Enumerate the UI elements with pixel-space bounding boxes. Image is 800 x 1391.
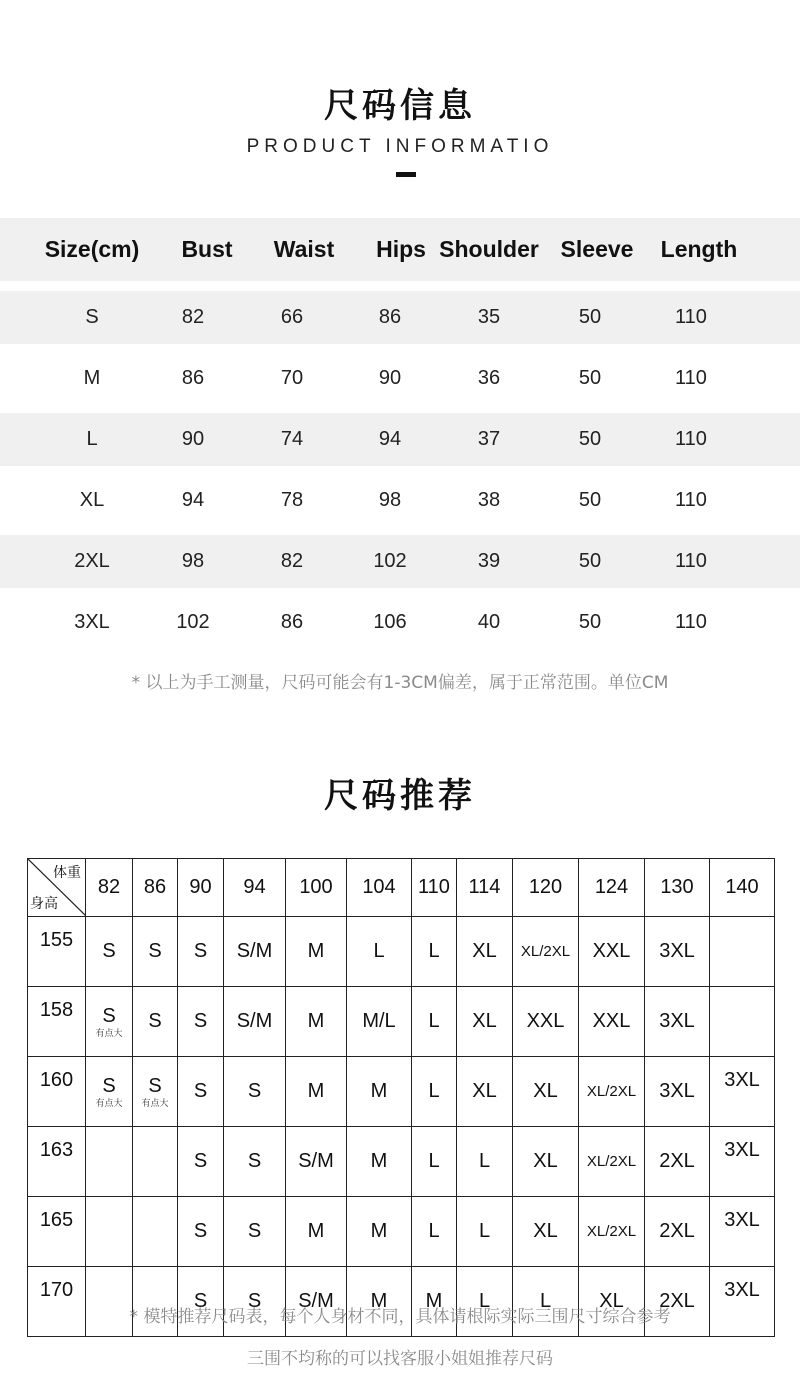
size-recommendation-cell: S	[224, 1057, 286, 1127]
size-value: S	[148, 1074, 162, 1097]
size-cell-waist: 74	[280, 428, 304, 450]
size-recommendation-cell: 3XL	[645, 1057, 710, 1127]
size-recommendation-cell: M/L	[347, 987, 412, 1057]
size-recommendation-cell: 3XL	[710, 1267, 775, 1337]
size-cell-length: 110	[675, 611, 707, 633]
size-cell-hips: 102	[373, 550, 407, 572]
weight-header: 94	[224, 859, 286, 917]
corner-height-label: 身高	[30, 896, 58, 912]
size-recommendation-cell: M	[286, 1197, 347, 1267]
size-recommendation-cell: XXL	[579, 987, 645, 1057]
size-recommendation-cell: XL	[513, 1127, 579, 1197]
size-recommendation-cell: S	[86, 917, 133, 987]
height-label: 170	[28, 1267, 86, 1337]
size-recommendation-cell: L	[347, 917, 412, 987]
size-cell-sleeve: 50	[578, 306, 602, 328]
size-recommendation-cell: S	[178, 1267, 224, 1337]
height-row	[28, 917, 775, 987]
size-recommendation-cell: XL	[457, 917, 513, 987]
size-recommendation-cell: XL/2XL	[579, 1127, 645, 1197]
size-recommendation-cell: S/M	[224, 987, 286, 1057]
corner-cell	[28, 859, 86, 917]
size-cell-length: 110	[675, 489, 707, 511]
size-cell-size: M	[83, 367, 101, 389]
header-shoulder: Shoulder	[439, 236, 539, 262]
size-cell-hips: 86	[378, 306, 402, 328]
size-row	[0, 291, 800, 344]
size-row	[0, 352, 800, 405]
size-recommendation-cell: XL	[579, 1267, 645, 1337]
size-cell-bust: 98	[181, 550, 205, 572]
size-cell-shoulder: 39	[477, 550, 501, 572]
size-recommendation-cell: M	[286, 1057, 347, 1127]
size-recommendation-cell	[86, 987, 133, 1057]
header-bust: Bust	[181, 236, 233, 262]
size-recommendation-cell: S	[178, 987, 224, 1057]
size-recommendation-cell: S	[178, 1197, 224, 1267]
size-row	[0, 474, 800, 527]
size-cell-size: 2XL	[74, 550, 110, 572]
size-recommendation-cell: XL/2XL	[579, 1057, 645, 1127]
size-recommendation-cell: 2XL	[645, 1127, 710, 1197]
weight-header-row	[28, 859, 775, 917]
weight-header: 130	[645, 859, 710, 917]
size-cell-waist: 78	[280, 489, 304, 511]
size-cell-length: 110	[675, 428, 707, 450]
size-cell-size: S	[85, 306, 99, 328]
size-recommendation-cell: S/M	[224, 917, 286, 987]
height-row	[28, 1127, 775, 1197]
size-cell-waist: 86	[280, 611, 304, 633]
height-label: 155	[28, 917, 86, 987]
size-recommendation-cell	[133, 1057, 178, 1127]
size-recommendation-cell: S	[224, 1267, 286, 1337]
height-label: 160	[28, 1057, 86, 1127]
weight-header: 104	[347, 859, 412, 917]
corner-weight-label: 体重	[53, 865, 81, 881]
recommendation-table	[27, 858, 775, 1337]
size-recommendation-cell: 3XL	[645, 917, 710, 987]
size-recommendation-cell: S	[224, 1197, 286, 1267]
size-recommendation-cell: XL	[513, 1057, 579, 1127]
weight-header: 82	[86, 859, 133, 917]
height-row	[28, 987, 775, 1057]
size-recommendation-cell: M	[347, 1267, 412, 1337]
size-recommendation-cell	[133, 1197, 178, 1267]
weight-header: 124	[579, 859, 645, 917]
size-recommendation-cell	[86, 1197, 133, 1267]
size-cell-waist: 82	[280, 550, 304, 572]
size-recommendation-cell: L	[412, 1057, 457, 1127]
size-recommendation-cell: M	[412, 1267, 457, 1337]
size-row	[0, 413, 800, 466]
size-recommend-title: 尺码推荐	[324, 776, 476, 816]
size-recommendation-cell: 2XL	[645, 1197, 710, 1267]
size-recommendation-cell: S	[178, 1127, 224, 1197]
size-recommendation-cell: M	[347, 1057, 412, 1127]
size-cell-length: 110	[675, 367, 707, 389]
size-recommendation-cell: 3XL	[710, 1127, 775, 1197]
size-cell-hips: 94	[378, 428, 402, 450]
size-cell-shoulder: 40	[477, 611, 501, 633]
size-cell-length: 110	[675, 306, 707, 328]
header-waist: Waist	[273, 236, 335, 262]
size-cell-sleeve: 50	[578, 489, 602, 511]
size-cell-hips: 90	[378, 367, 402, 389]
size-table	[0, 218, 800, 657]
size-value: S	[102, 1074, 116, 1097]
size-row	[0, 535, 800, 588]
size-cell-size: XL	[79, 489, 105, 511]
height-label: 163	[28, 1127, 86, 1197]
size-recommendation-cell	[710, 917, 775, 987]
slightly-large-note: 有点大	[95, 1028, 123, 1039]
size-recommendation-cell: S/M	[286, 1267, 347, 1337]
header-length: Length	[660, 236, 738, 262]
size-recommendation-cell: XL	[513, 1197, 579, 1267]
size-recommendation-cell: 3XL	[645, 987, 710, 1057]
size-recommendation-cell: XXL	[579, 917, 645, 987]
size-recommendation-cell: XL/2XL	[579, 1197, 645, 1267]
size-cell-hips: 98	[378, 489, 402, 511]
size-cell-shoulder: 37	[477, 428, 501, 450]
header-size: Size(cm)	[44, 236, 140, 262]
slightly-large-note: 有点大	[141, 1098, 169, 1109]
size-cell-sleeve: 50	[578, 428, 602, 450]
weight-header: 140	[710, 859, 775, 917]
size-recommendation-cell: 3XL	[710, 1197, 775, 1267]
size-cell-size: L	[86, 428, 98, 450]
size-recommendation-cell: M	[347, 1127, 412, 1197]
size-recommendation-cell: XL	[457, 1057, 513, 1127]
size-cell-bust: 86	[181, 367, 205, 389]
size-table-note: * 以上为手工测量，尺码可能会有1-3CM偏差，属于正常范围。单位CM	[131, 673, 669, 693]
size-recommendation-cell: L	[412, 1197, 457, 1267]
size-cell-shoulder: 38	[477, 489, 501, 511]
size-recommendation-cell: S	[178, 917, 224, 987]
recommendation-note-2: 三围不均称的可以找客服小姐姐推荐尺码	[247, 1349, 553, 1369]
size-recommendation-cell: L	[412, 917, 457, 987]
size-recommendation-cell: XL/2XL	[513, 917, 579, 987]
size-recommendation-cell: 3XL	[710, 1057, 775, 1127]
size-recommendation-cell	[86, 1057, 133, 1127]
size-recommendation-cell: XL	[457, 987, 513, 1057]
header-sleeve: Sleeve	[560, 236, 634, 262]
size-recommendation-cell: 2XL	[645, 1267, 710, 1337]
size-recommendation-cell: L	[412, 987, 457, 1057]
size-cell-length: 110	[675, 550, 707, 572]
size-info-title: 尺码信息	[324, 86, 476, 126]
size-recommendation-cell: L	[457, 1267, 513, 1337]
size-cell-bust: 102	[176, 611, 210, 633]
height-label: 165	[28, 1197, 86, 1267]
height-label: 158	[28, 987, 86, 1057]
weight-header: 100	[286, 859, 347, 917]
size-recommendation-cell: L	[457, 1197, 513, 1267]
size-recommendation-cell: L	[457, 1127, 513, 1197]
size-recommendation-cell: M	[347, 1197, 412, 1267]
size-cell-sleeve: 50	[578, 550, 602, 572]
weight-header: 120	[513, 859, 579, 917]
size-recommendation-cell: L	[412, 1127, 457, 1197]
size-recommendation-cell: S/M	[286, 1127, 347, 1197]
size-cell-sleeve: 50	[578, 367, 602, 389]
size-recommendation-cell: S	[224, 1127, 286, 1197]
header-hips: Hips	[376, 236, 426, 262]
size-recommendation-cell: S	[133, 917, 178, 987]
height-row	[28, 1057, 775, 1127]
weight-header: 114	[457, 859, 513, 917]
recommendation-note-1: * 模特推荐尺码表，每个人身材不同，具体请根际实际三围尺寸综合参考	[129, 1307, 671, 1327]
height-row	[28, 1197, 775, 1267]
size-recommendation-cell: XXL	[513, 987, 579, 1057]
size-value: S	[102, 1004, 116, 1027]
size-table-header	[0, 218, 800, 281]
size-cell-waist: 70	[280, 367, 304, 389]
weight-header: 86	[133, 859, 178, 917]
weight-header: 110	[412, 859, 457, 917]
size-cell-sleeve: 50	[578, 611, 602, 633]
title-divider	[396, 172, 416, 177]
size-cell-shoulder: 35	[477, 306, 501, 328]
size-recommendation-cell	[86, 1127, 133, 1197]
size-recommendation-cell	[710, 987, 775, 1057]
size-cell-bust: 94	[181, 489, 205, 511]
weight-header: 90	[178, 859, 224, 917]
size-recommendation-cell: S	[178, 1057, 224, 1127]
size-recommendation-cell: S	[133, 987, 178, 1057]
size-cell-hips: 106	[373, 611, 407, 633]
product-information-subtitle: PRODUCT INFORMATIO	[246, 136, 554, 157]
size-cell-bust: 90	[181, 428, 205, 450]
size-cell-size: 3XL	[74, 611, 110, 633]
size-recommendation-cell: M	[286, 987, 347, 1057]
size-recommendation-cell: M	[286, 917, 347, 987]
size-row	[0, 596, 800, 649]
slightly-large-note: 有点大	[95, 1098, 123, 1109]
size-cell-bust: 82	[181, 306, 205, 328]
size-cell-waist: 66	[280, 306, 304, 328]
size-cell-shoulder: 36	[477, 367, 501, 389]
size-recommendation-cell	[133, 1127, 178, 1197]
size-recommendation-cell: L	[513, 1267, 579, 1337]
